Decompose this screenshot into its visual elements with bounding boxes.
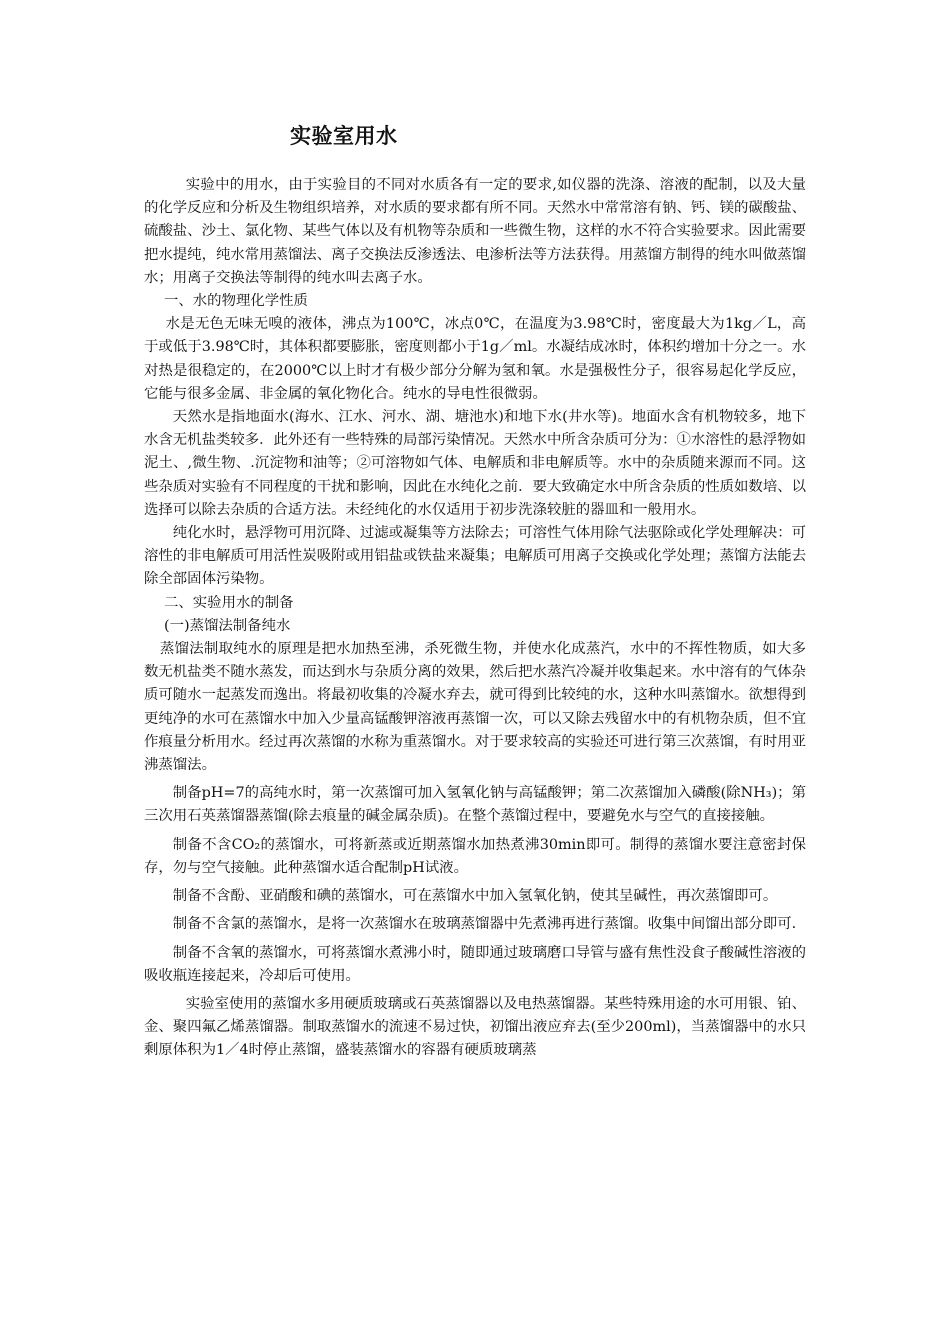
paragraph-chlorine-free-water: 制备不含氯的蒸馏水，是将一次蒸馏水在玻璃蒸馏器中先煮沸再进行蒸馏。收集中间馏出部分即可. bbox=[172, 916, 797, 933]
paragraph-physical-properties: 水是无色无味无嗅的液体，沸点为100℃，冰点0℃，在温度为3.98℃时，密度最大为1kg／L，高于或低于3.98℃时，其体积都要膨胀，密度则都小于1g／ml。水凝结成冰时，体积约增加十分之一。水对热是很稳定的，在2000℃以上时才有极少部分分解为氢和氧。水是强极性分子，很容易起化学反应，它能与很多金属、非金属的氧化物化合。纯水的导电性很微弱。 bbox=[144, 316, 806, 402]
paragraph-intro: 实验中的用水，由于实验目的不同对水质各有一定的要求,如仪器的洗涤、溶液的配制，以及大量的化学反应和分析及生物组织培养，对水质的要求都有所不同。天然水中常常溶有钠、钙、镁的碳酸盐、硫酸盐、沙土、氯化物、某些气体以及有机物等杂质和一些微生物，这样的水不符合实验要求。因此需要把水提纯，纯水常用蒸馏法、离子交换法反渗透法、电渗析法等方法获得。用蒸馏方制得的纯水叫做蒸馏水；用离子交换法等制得的纯水叫去离子水。 bbox=[144, 177, 806, 286]
paragraph-distillation-apparatus: 实验室使用的蒸馏水多用硬质玻璃或石英蒸馏器以及电热蒸馏器。某些特殊用途的水可用银、铂、金、聚四氟乙烯蒸馏器。制取蒸馏水的流速不易过快，初馏出液应弃去(至少200ml)，当蒸馏器中的水只剩原体积为1／4时停止蒸馏，盛装蒸馏水的容器有硬质玻璃蒸 bbox=[144, 995, 806, 1059]
paragraph-purification: 纯化水时，悬浮物可用沉降、过滤或凝集等方法除去；可溶性气体用除气法驱除或化学处理解决：可溶性的非电解质可用活性炭吸附或用铝盐或铁盐来凝集；电解质可用离子交换或化学处理；蒸馏方法能去除全部固体污染物。 bbox=[144, 525, 806, 588]
paragraph-phenol-free-water: 制备不含酚、亚硝酸和碘的蒸馏水，可在蒸馏水中加入氢氧化钠，使其呈碱性，再次蒸馏即可。 bbox=[172, 888, 778, 905]
subsection-heading-distillation: (一)蒸馏法制备纯水 bbox=[164, 617, 291, 634]
paragraph-distillation-principle: 蒸馏法制取纯水的原理是把水加热至沸，杀死微生物，并使水化成蒸汽，水中的不挥性物质，如大多数无机盐类不随水蒸发，而达到水与杂质分离的效果，然后把水蒸汽冷凝并收集起来。水中溶有的气体杂质可随水一起蒸发而逸出。将最初收集的冷凝水弃去，就可得到比较纯的水，这种水叫蒸馏水。欲想得到更纯净的水可在蒸馏水中加入少量高锰酸钾溶液再蒸馏一次，可以又除去残留水中的有机物杂质，但不宜作痕量分析用水。经过再次蒸馏的水称为重蒸馏水。对于要求较高的实验还可进行第三次蒸馏，有时用亚沸蒸馏法。 bbox=[144, 641, 806, 774]
paragraph-natural-water: 天然水是指地面水(海水、江水、河水、湖、塘池水)和地下水(井水等)。地面水含有机物较多，地下水含无机盐类较多．此外还有一些特殊的局部污染情况。天然水中所含杂质可分为：①水溶性的悬浮物如泥土、,微生物、.沉淀物和油等；②可溶物如气体、电解质和非电解质等。水中的杂质随来源而不同。这些杂质对实验有不同程度的干扰和影响，因此在水纯化之前．要大致确定水中所含杂质的性质如数培、以选择可以除去杂质的合适方法。未经纯化的水仅适用于初步洗涤较脏的器皿和一般用水。 bbox=[144, 409, 806, 518]
section-heading-properties: 一、水的物理化学性质 bbox=[164, 293, 308, 310]
paragraph-high-purity-water: 制备pH=7的高纯水时，第一次蒸馏可加入氢氧化钠与高锰酸钾；第二次蒸馏加入磷酸(除NH₃)；第三次用石英蒸馏器蒸馏(除去痕量的碱金属杂质)。在整个蒸馏过程中，要避免水与空气的直接接触。 bbox=[144, 785, 806, 825]
section-heading-preparation: 二、实验用水的制备 bbox=[164, 594, 294, 611]
document-body bbox=[144, 174, 806, 1063]
paragraph-oxygen-free-water: 制备不含氧的蒸馏水，可将蒸馏水煮沸小时，随即通过玻璃磨口导管与盛有焦性没食子酸碱性溶液的吸收瓶连接起来，冷却后可使用。 bbox=[144, 944, 806, 984]
document-title: 实验室用水 bbox=[290, 124, 398, 148]
paragraph-co2-free-water: 制备不含CO₂的蒸馏水，可将新蒸或近期蒸馏水加热煮沸30min即可。制得的蒸馏水要注意密封保存，勿与空气接触。此种蒸馏水适合配制pH试液。 bbox=[144, 836, 806, 876]
